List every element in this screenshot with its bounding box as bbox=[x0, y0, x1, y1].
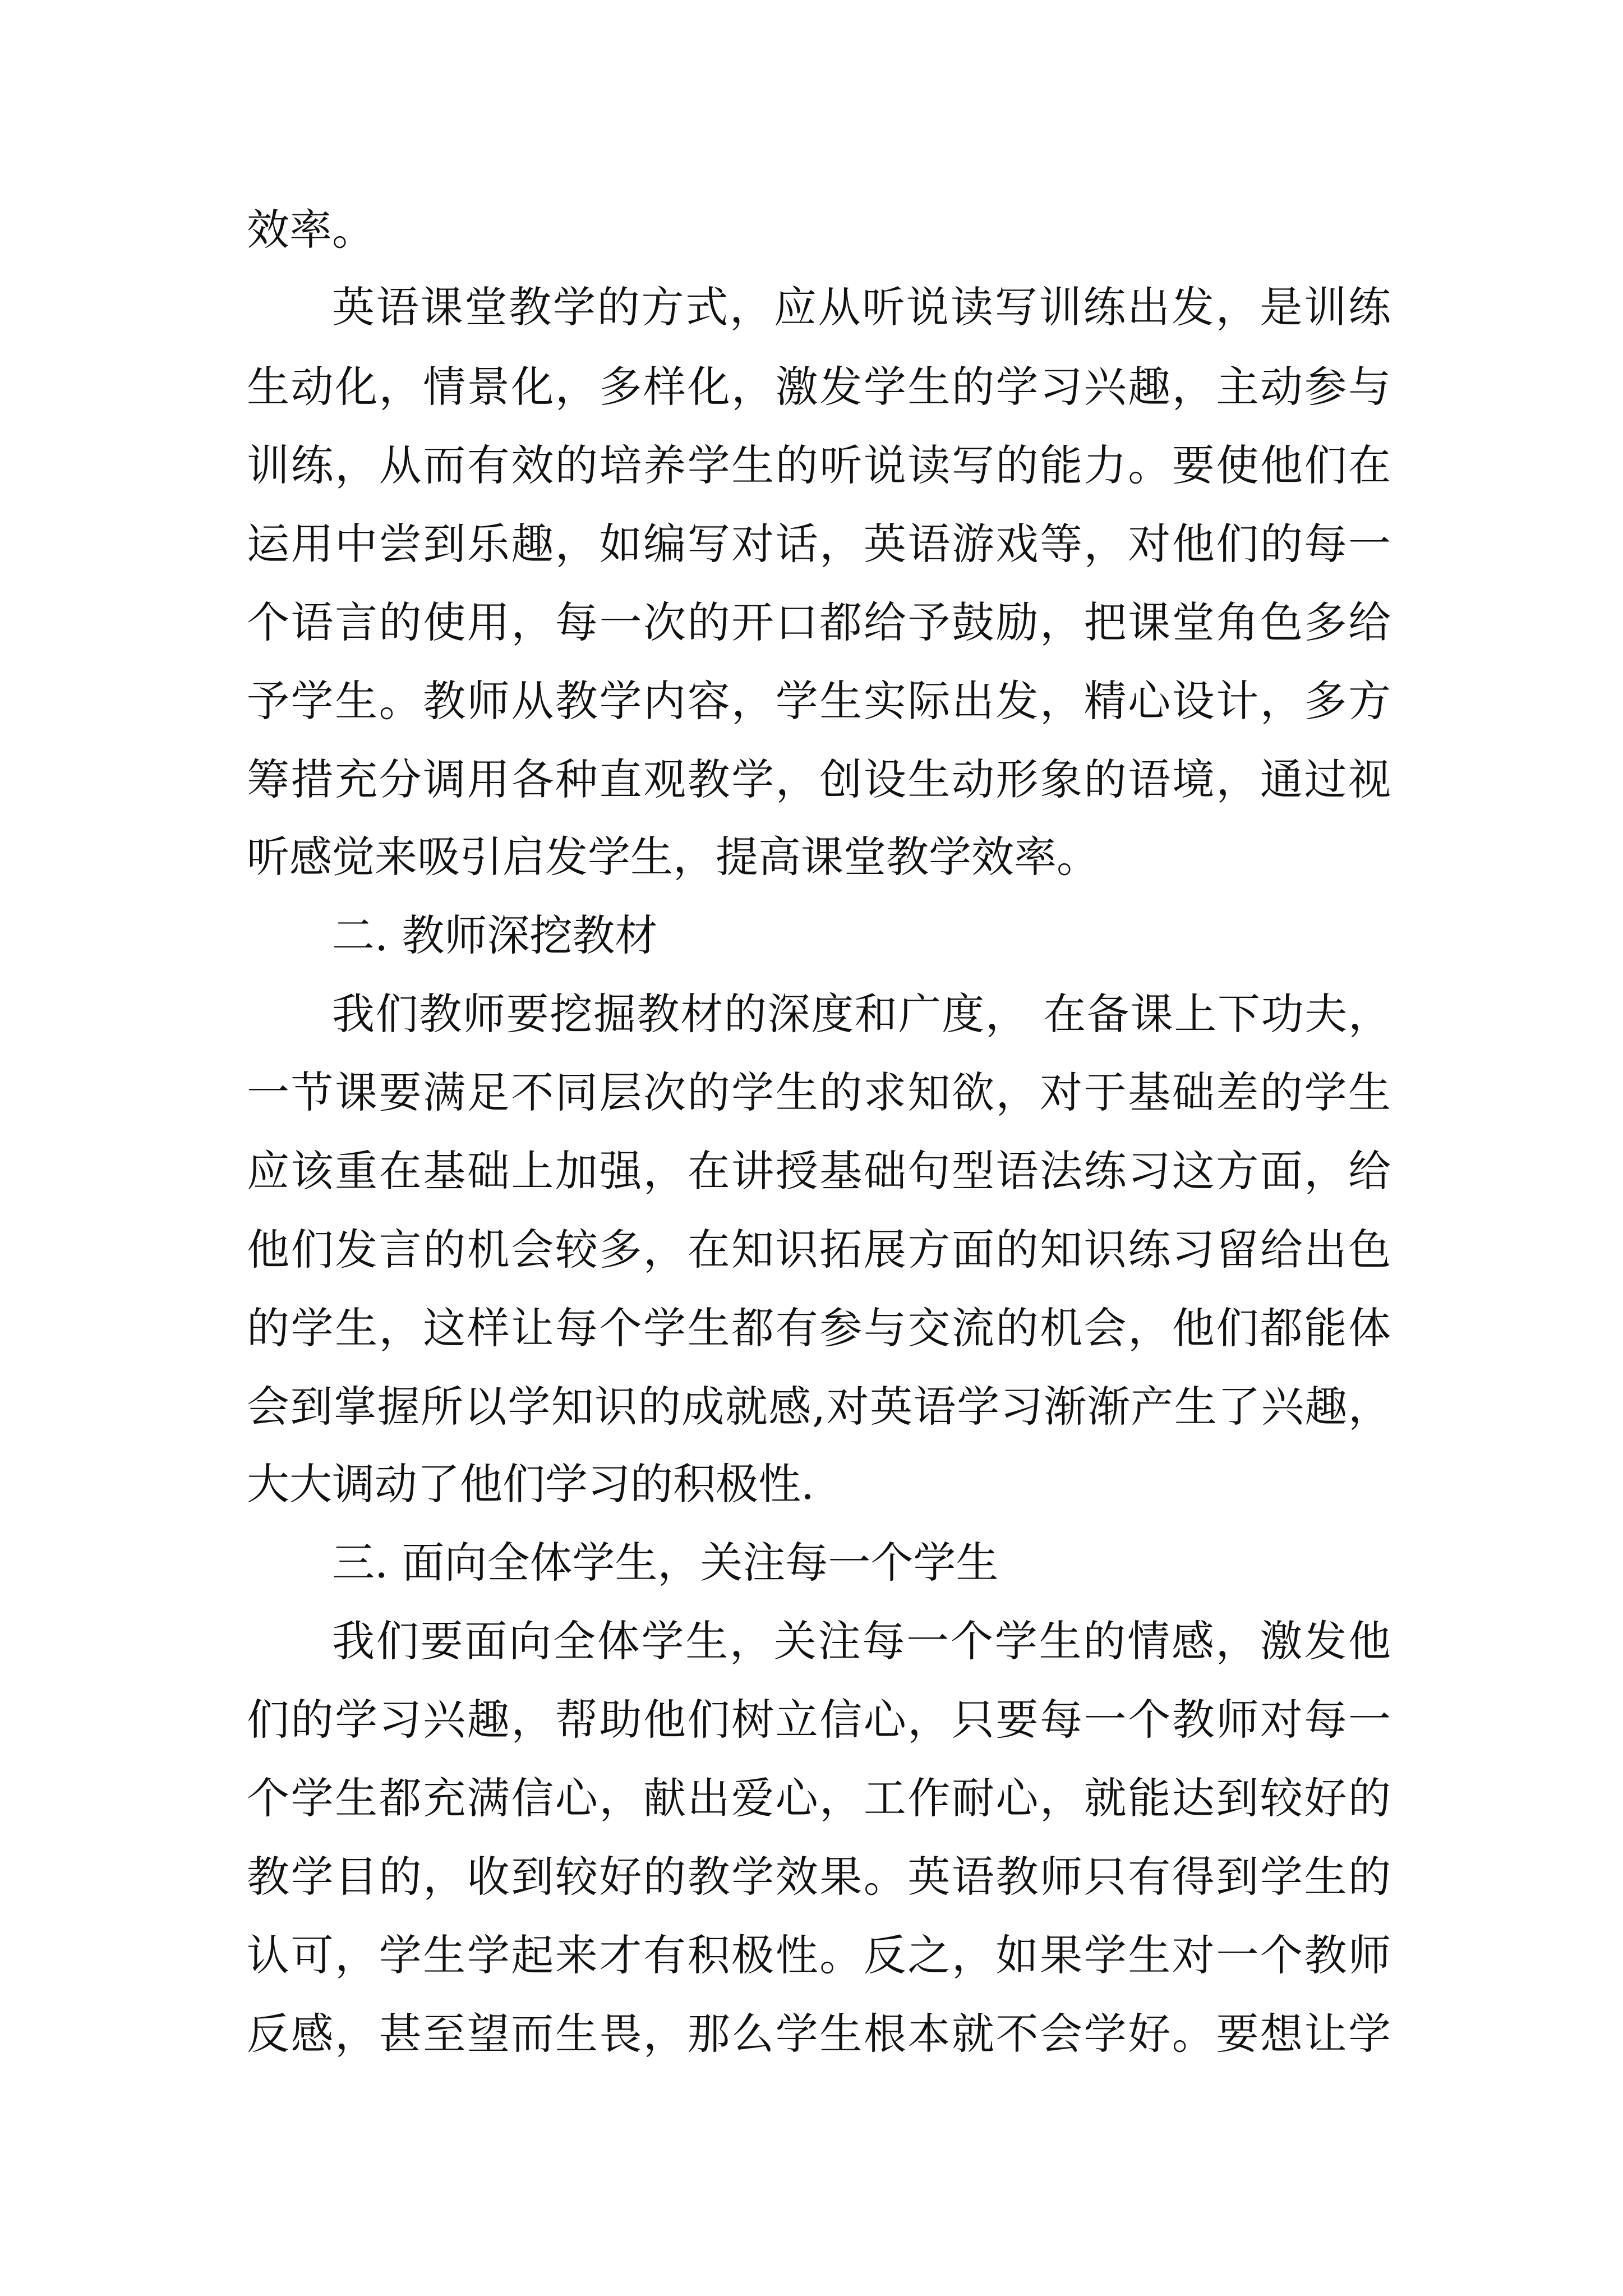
paragraph-line: 生动化，情景化，多样化，激发学生的学习兴趣，主动参与 bbox=[247, 362, 1391, 412]
section-heading: 三. 面向全体学生，关注每一个学生 bbox=[332, 1538, 999, 1588]
paragraph-line: 予学生。教师从教学内容，学生实际出发，精心设计，多方 bbox=[247, 676, 1391, 726]
paragraph-line: 会到掌握所以学知识的成就感,对英语学习渐渐产生了兴趣， bbox=[247, 1382, 1391, 1432]
section-heading: 二. 教师深挖教材 bbox=[332, 910, 658, 960]
paragraph-line: 我们教师要挖掘教材的深度和广度， 在备课上下功夫， bbox=[332, 989, 1391, 1039]
paragraph-line: 训练，从而有效的培养学生的听说读写的能力。要使他们在 bbox=[247, 440, 1391, 490]
text-line: 效率。 bbox=[247, 205, 375, 255]
paragraph-line: 运用中尝到乐趣，如编写对话，英语游戏等，对他们的每一 bbox=[247, 519, 1391, 569]
paragraph-line: 大大调动了他们学习的积极性. bbox=[247, 1459, 815, 1509]
paragraph-line: 的学生，这样让每个学生都有参与交流的机会，他们都能体 bbox=[247, 1303, 1391, 1353]
paragraph-line: 个学生都充满信心，献出爱心，工作耐心，就能达到较好的 bbox=[247, 1773, 1391, 1823]
paragraph-line: 听感觉来吸引启发学生，提高课堂教学效率。 bbox=[247, 832, 1099, 882]
paragraph-line: 我们要面向全体学生，关注每一个学生的情感，激发他 bbox=[332, 1616, 1391, 1666]
paragraph-line: 一节课要满足不同层次的学生的求知欲，对于基础差的学生 bbox=[247, 1068, 1391, 1117]
paragraph-line: 教学目的，收到较好的教学效果。英语教师只有得到学生的 bbox=[247, 1852, 1391, 1902]
paragraph-line: 英语课堂教学的方式，应从听说读写训练出发，是训练 bbox=[332, 282, 1391, 332]
paragraph-line: 个语言的使用，每一次的开口都给予鼓励，把课堂角色多给 bbox=[247, 597, 1391, 647]
paragraph-line: 他们发言的机会较多，在知识拓展方面的知识练习留给出色 bbox=[247, 1225, 1391, 1274]
paragraph-line: 反感，甚至望而生畏，那么学生根本就不会学好。要想让学 bbox=[247, 2009, 1391, 2059]
paragraph-line: 筹措充分调用各种直观教学，创设生动形象的语境，通过视 bbox=[247, 754, 1391, 804]
paragraph-line: 应该重在基础上加强，在讲授基础句型语法练习这方面，给 bbox=[247, 1146, 1391, 1196]
paragraph-line: 认可，学生学起来才有积极性。反之，如果学生对一个教师 bbox=[247, 1930, 1391, 1980]
paragraph-line: 们的学习兴趣，帮助他们树立信心，只要每一个教师对每一 bbox=[247, 1695, 1391, 1745]
